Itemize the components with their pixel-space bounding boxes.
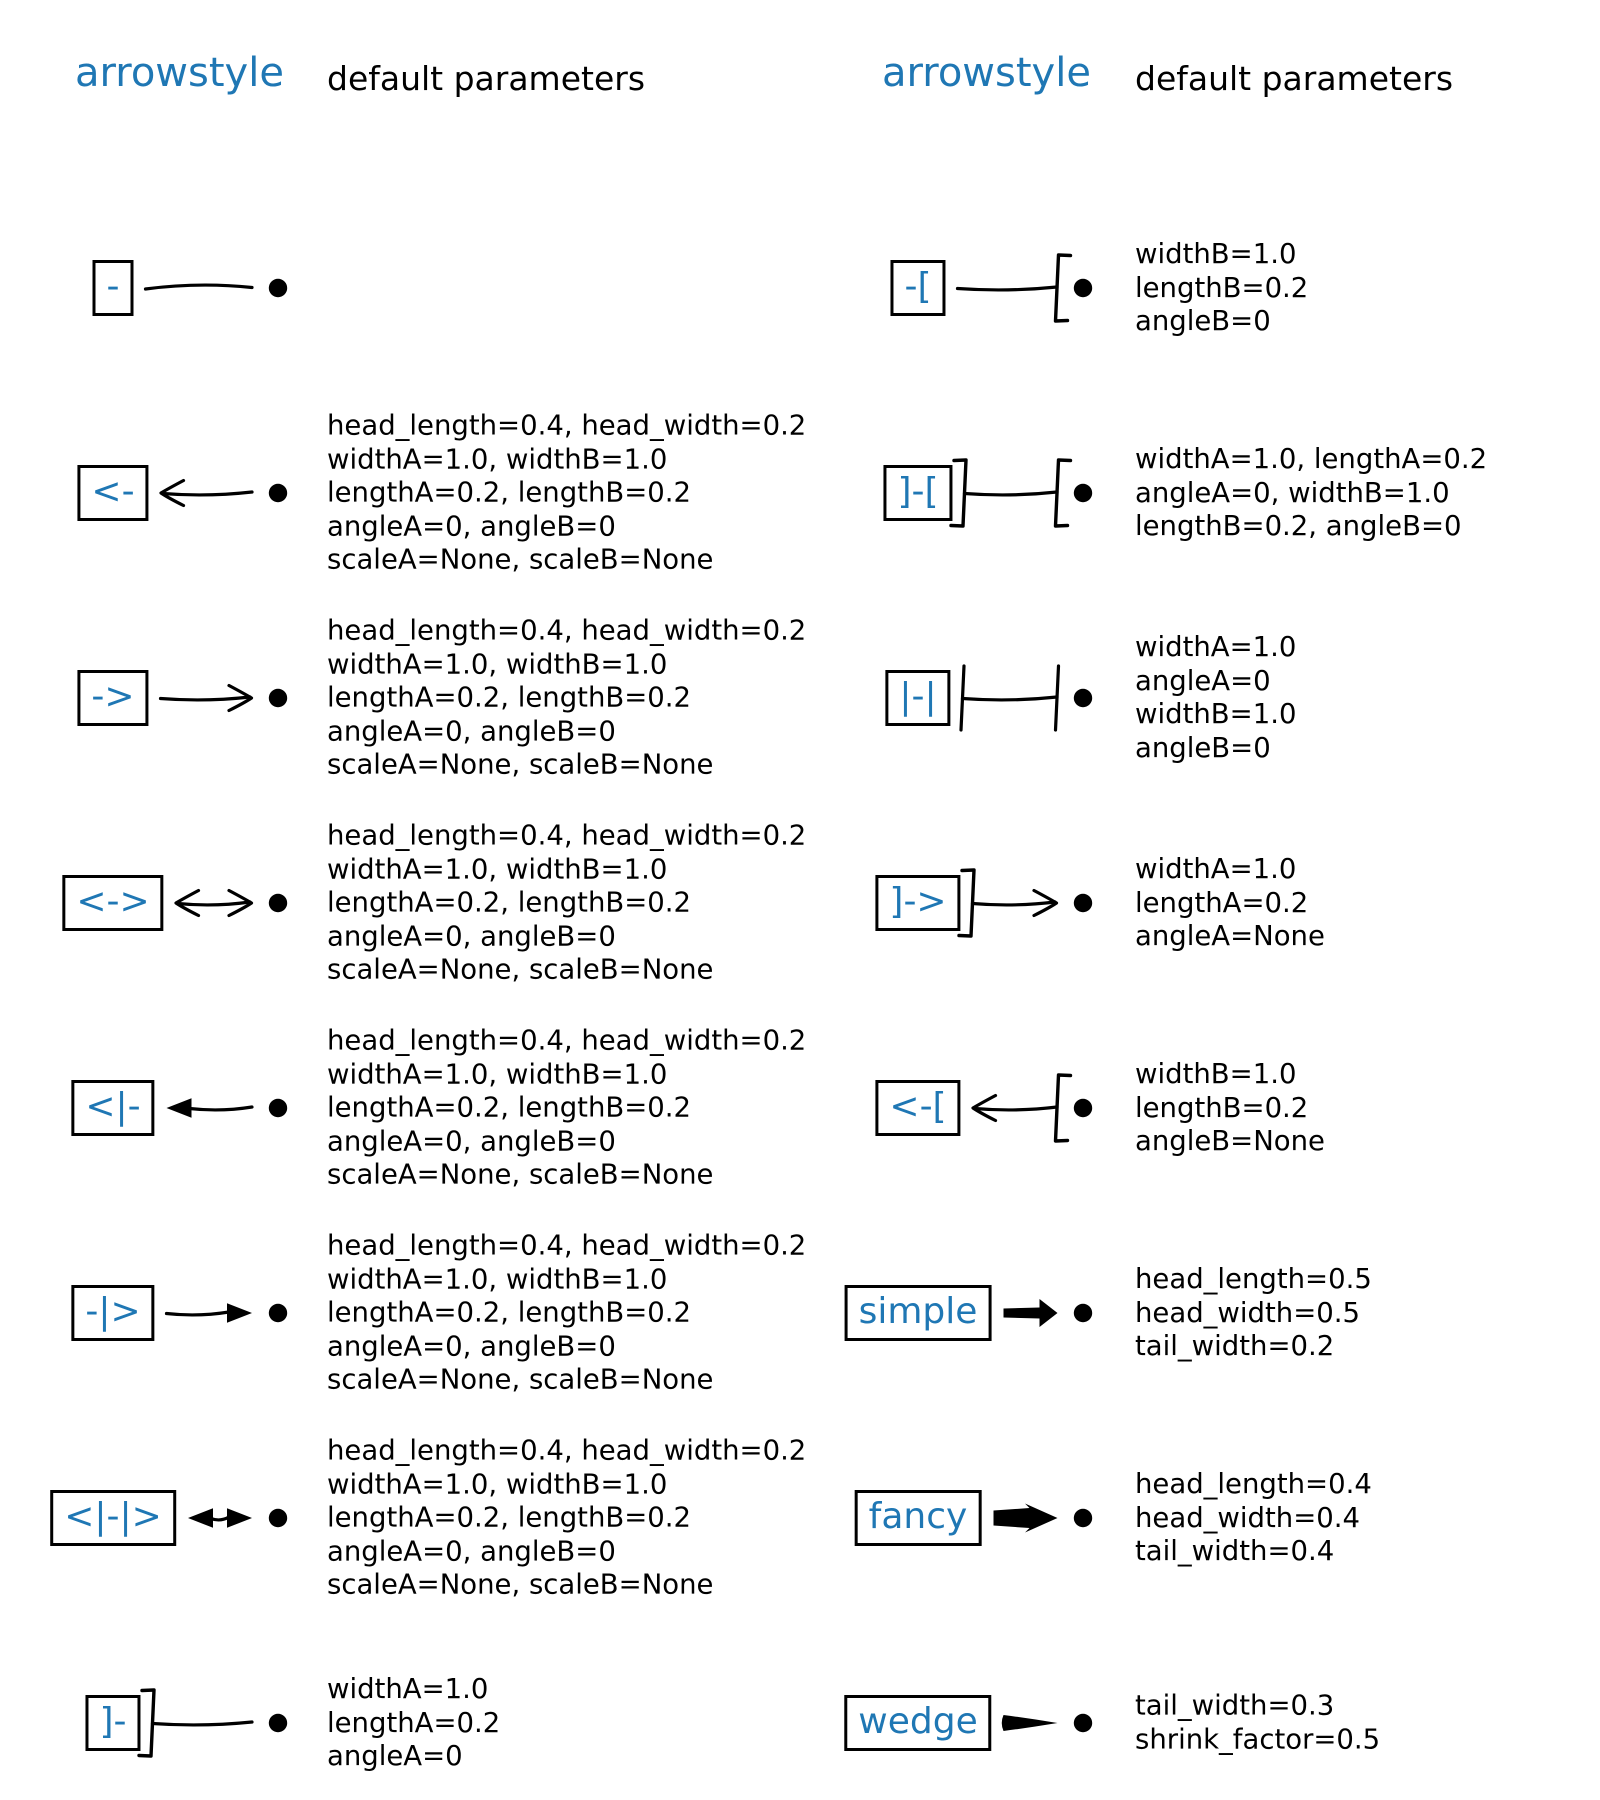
parameter-line: angleB=0 — [1135, 731, 1271, 764]
arrow-line — [965, 492, 1058, 495]
default-parameters-text — [1135, 631, 1296, 765]
arrowhead-filled-left — [188, 1508, 213, 1528]
arrowstyle-label: ]-[ — [897, 471, 939, 512]
parameter-line: angleA=0, angleB=0 — [327, 919, 616, 952]
parameter-line: widthA=1.0 — [1135, 852, 1297, 885]
parameter-line: widthA=1.0 — [1135, 631, 1297, 663]
parameter-line: head_length=0.4, head_width=0.2 — [327, 409, 807, 442]
parameter-line: widthA=1.0, widthB=1.0 — [327, 1262, 668, 1295]
parameter-line: angleA=0, angleB=0 — [327, 714, 616, 747]
default-parameters-text — [327, 1673, 500, 1774]
bracket-b — [1056, 1075, 1071, 1141]
parameter-line: widthA=1.0, widthB=1.0 — [327, 1057, 668, 1090]
arrow-line — [161, 697, 251, 700]
default-parameters-text — [327, 1229, 806, 1397]
header-arrowstyle-left: arrowstyle — [75, 50, 284, 96]
endpoint-dot — [269, 894, 287, 912]
parameter-line: widthA=1.0 — [327, 1672, 489, 1705]
bar-end — [961, 666, 964, 730]
arrowstyle-label: -> — [91, 676, 135, 717]
parameter-line: tail_width=0.4 — [1135, 1534, 1335, 1567]
parameter-line: angleA=None — [1135, 919, 1325, 952]
parameter-line: scaleA=None, scaleB=None — [327, 748, 714, 781]
arrow-graphic — [130, 1456, 305, 1580]
arrowstyle-label: <|-|> — [64, 1496, 162, 1537]
parameter-line: scaleA=None, scaleB=None — [327, 1568, 714, 1601]
parameter-line: head_length=0.5 — [1135, 1262, 1372, 1295]
parameter-line: angleB=0 — [1135, 304, 1271, 337]
endpoint-dot — [269, 279, 287, 297]
parameter-line: lengthA=0.2, lengthB=0.2 — [327, 681, 692, 714]
parameter-line: lengthA=0.2, lengthB=0.2 — [327, 476, 692, 509]
arrow-line — [958, 287, 1058, 290]
arrow-line — [190, 1107, 253, 1110]
arrowstyle-label: <-> — [76, 881, 150, 922]
parameter-line: lengthA=0.2, lengthB=0.2 — [327, 1296, 692, 1329]
endpoint-dot — [269, 1099, 287, 1117]
parameter-line: angleA=0, angleB=0 — [327, 1124, 616, 1157]
parameter-line: lengthB=0.2 — [1135, 271, 1309, 304]
endpoint-dot — [1074, 1509, 1092, 1527]
arrowstyle-label: ]-> — [889, 881, 947, 922]
simple-arrow — [1004, 1299, 1058, 1327]
parameter-line: widthA=1.0, lengthA=0.2 — [1135, 442, 1488, 475]
endpoint-dot — [1074, 1714, 1092, 1732]
parameter-line: widthB=1.0 — [1135, 1057, 1297, 1090]
arrow-graphic — [130, 226, 305, 350]
arrow-line — [963, 697, 1058, 700]
default-parameters-text — [327, 614, 806, 782]
parameter-line: widthA=1.0, widthB=1.0 — [327, 1467, 668, 1500]
parameter-line: widthA=1.0, widthB=1.0 — [327, 852, 668, 885]
arrowhead-filled-left — [167, 1098, 192, 1118]
arrowhead-filled-right — [227, 1303, 252, 1323]
parameter-line: angleA=0, angleB=0 — [327, 1329, 616, 1362]
parameter-line: head_length=0.4, head_width=0.2 — [327, 1434, 807, 1467]
endpoint-dot — [1074, 894, 1092, 912]
endpoint-dot — [269, 689, 287, 707]
endpoint-dot — [1074, 1099, 1092, 1117]
arrowstyle-label: -|> — [85, 1291, 141, 1332]
endpoint-dot — [1074, 1304, 1092, 1322]
default-parameters-text — [1135, 443, 1487, 544]
arrow-line — [975, 1107, 1058, 1110]
endpoint-dot — [1074, 689, 1092, 707]
endpoint-dot — [269, 1304, 287, 1322]
parameter-line: lengthB=0.2 — [1135, 1091, 1309, 1124]
arrow-line — [211, 1517, 229, 1520]
parameter-line: lengthA=0.2, lengthB=0.2 — [327, 1501, 692, 1534]
arrow-graphic — [935, 1661, 1110, 1785]
endpoint-dot — [269, 484, 287, 502]
arrow-graphic — [935, 1046, 1110, 1170]
default-parameters-text — [327, 819, 806, 987]
parameter-line: lengthA=0.2, lengthB=0.2 — [327, 1091, 692, 1124]
parameter-line: tail_width=0.3 — [1135, 1689, 1335, 1722]
default-parameters-text — [1135, 1690, 1380, 1757]
arrow-graphic — [130, 431, 305, 555]
arrowhead-filled-right — [227, 1508, 252, 1528]
arrow-graphic — [130, 1251, 305, 1375]
bar-end — [1056, 666, 1059, 730]
header-default-parameters-left: default parameters — [327, 59, 646, 98]
endpoint-dot — [269, 1509, 287, 1527]
parameter-line: angleA=0, angleB=0 — [327, 1534, 616, 1567]
arrow-graphic — [935, 226, 1110, 350]
arrowstyle-label: <|- — [85, 1086, 141, 1127]
parameter-line: scaleA=None, scaleB=None — [327, 953, 714, 986]
bracket-a — [951, 460, 966, 526]
default-parameters-text — [327, 409, 806, 577]
arrow-line — [163, 492, 253, 495]
parameter-line: head_width=0.5 — [1135, 1296, 1360, 1329]
header-default-parameters-right: default parameters — [1135, 59, 1454, 98]
parameter-line: head_length=0.4, head_width=0.2 — [327, 819, 807, 852]
endpoint-dot — [1074, 484, 1092, 502]
parameter-line: scaleA=None, scaleB=None — [327, 1158, 714, 1191]
arrow-graphic — [935, 431, 1110, 555]
parameter-line: head_length=0.4, head_width=0.2 — [327, 1229, 807, 1262]
default-parameters-text — [327, 1024, 806, 1192]
arrowstyle-label: - — [106, 266, 120, 307]
parameter-line: lengthA=0.2, lengthB=0.2 — [327, 886, 692, 919]
parameter-line: widthB=1.0 — [1135, 237, 1297, 270]
endpoint-dot — [269, 1714, 287, 1732]
arrowstyle-label: -[ — [904, 266, 932, 307]
parameter-line: lengthA=0.2 — [1135, 886, 1309, 919]
header-arrowstyle-right: arrowstyle — [882, 50, 1091, 96]
arrow-line — [167, 1312, 230, 1315]
arrow-graphic — [935, 636, 1110, 760]
bracket-a — [959, 870, 974, 936]
arrow-graphic — [130, 1046, 305, 1170]
arrow-line — [153, 1722, 253, 1725]
arrowstyle-label: <-[ — [889, 1086, 947, 1127]
arrow-graphic — [130, 636, 305, 760]
parameter-line: widthA=1.0, widthB=1.0 — [327, 647, 668, 680]
default-parameters-text — [1135, 1468, 1372, 1569]
parameter-line: widthB=1.0 — [1135, 698, 1297, 730]
parameter-line: head_width=0.4 — [1135, 1501, 1360, 1534]
parameter-line: head_length=0.4 — [1135, 1467, 1372, 1500]
parameter-line: shrink_factor=0.5 — [1135, 1723, 1381, 1755]
parameter-line: lengthA=0.2 — [327, 1706, 501, 1739]
arrowstyle-label: simple — [858, 1291, 978, 1332]
parameter-line: lengthB=0.2, angleB=0 — [1135, 509, 1462, 542]
bracket-b — [1056, 255, 1071, 321]
parameter-line: head_length=0.4, head_width=0.2 — [327, 614, 807, 647]
bracket-a — [139, 1690, 154, 1756]
parameter-line: angleA=0, angleB=0 — [327, 509, 616, 542]
arrowstyle-label: wedge — [858, 1701, 978, 1742]
default-parameters-text — [1135, 1263, 1372, 1364]
parameter-line: head_length=0.4, head_width=0.2 — [327, 1024, 807, 1057]
default-parameters-text — [327, 1434, 806, 1602]
default-parameters-text — [1135, 238, 1308, 339]
arrow-line — [146, 285, 253, 289]
endpoint-dot — [1074, 279, 1092, 297]
arrowstyle-label: |-| — [899, 676, 937, 717]
parameter-line: scaleA=None, scaleB=None — [327, 543, 714, 576]
parameter-line: angleA=0 — [1135, 664, 1271, 697]
arrow-line — [973, 902, 1056, 905]
arrow-graphic — [130, 841, 305, 965]
arrowstyle-label: fancy — [868, 1496, 968, 1537]
arrow-graphic — [130, 1661, 305, 1785]
arrow-line — [178, 902, 251, 905]
default-parameters-text — [1135, 1058, 1325, 1159]
arrow-graphic — [935, 1456, 1110, 1580]
parameter-line: tail_width=0.2 — [1135, 1329, 1335, 1362]
arrow-graphic — [935, 841, 1110, 965]
default-parameters-text — [1135, 853, 1325, 954]
parameter-line: scaleA=None, scaleB=None — [327, 1363, 714, 1396]
arrowstyle-label: ]- — [99, 1701, 127, 1742]
wedge-arrow — [1002, 1715, 1058, 1731]
parameter-line: angleA=0, widthB=1.0 — [1135, 476, 1450, 509]
arrowstyle-label-box — [93, 260, 134, 316]
bracket-b — [1056, 460, 1071, 526]
arrowstyle-label: <- — [91, 471, 135, 512]
parameter-line: angleA=0 — [327, 1739, 463, 1772]
parameter-line: widthA=1.0, widthB=1.0 — [327, 442, 668, 475]
fancy-arrow — [994, 1504, 1058, 1533]
arrow-graphic — [935, 1251, 1110, 1375]
parameter-line: angleB=None — [1135, 1124, 1325, 1157]
